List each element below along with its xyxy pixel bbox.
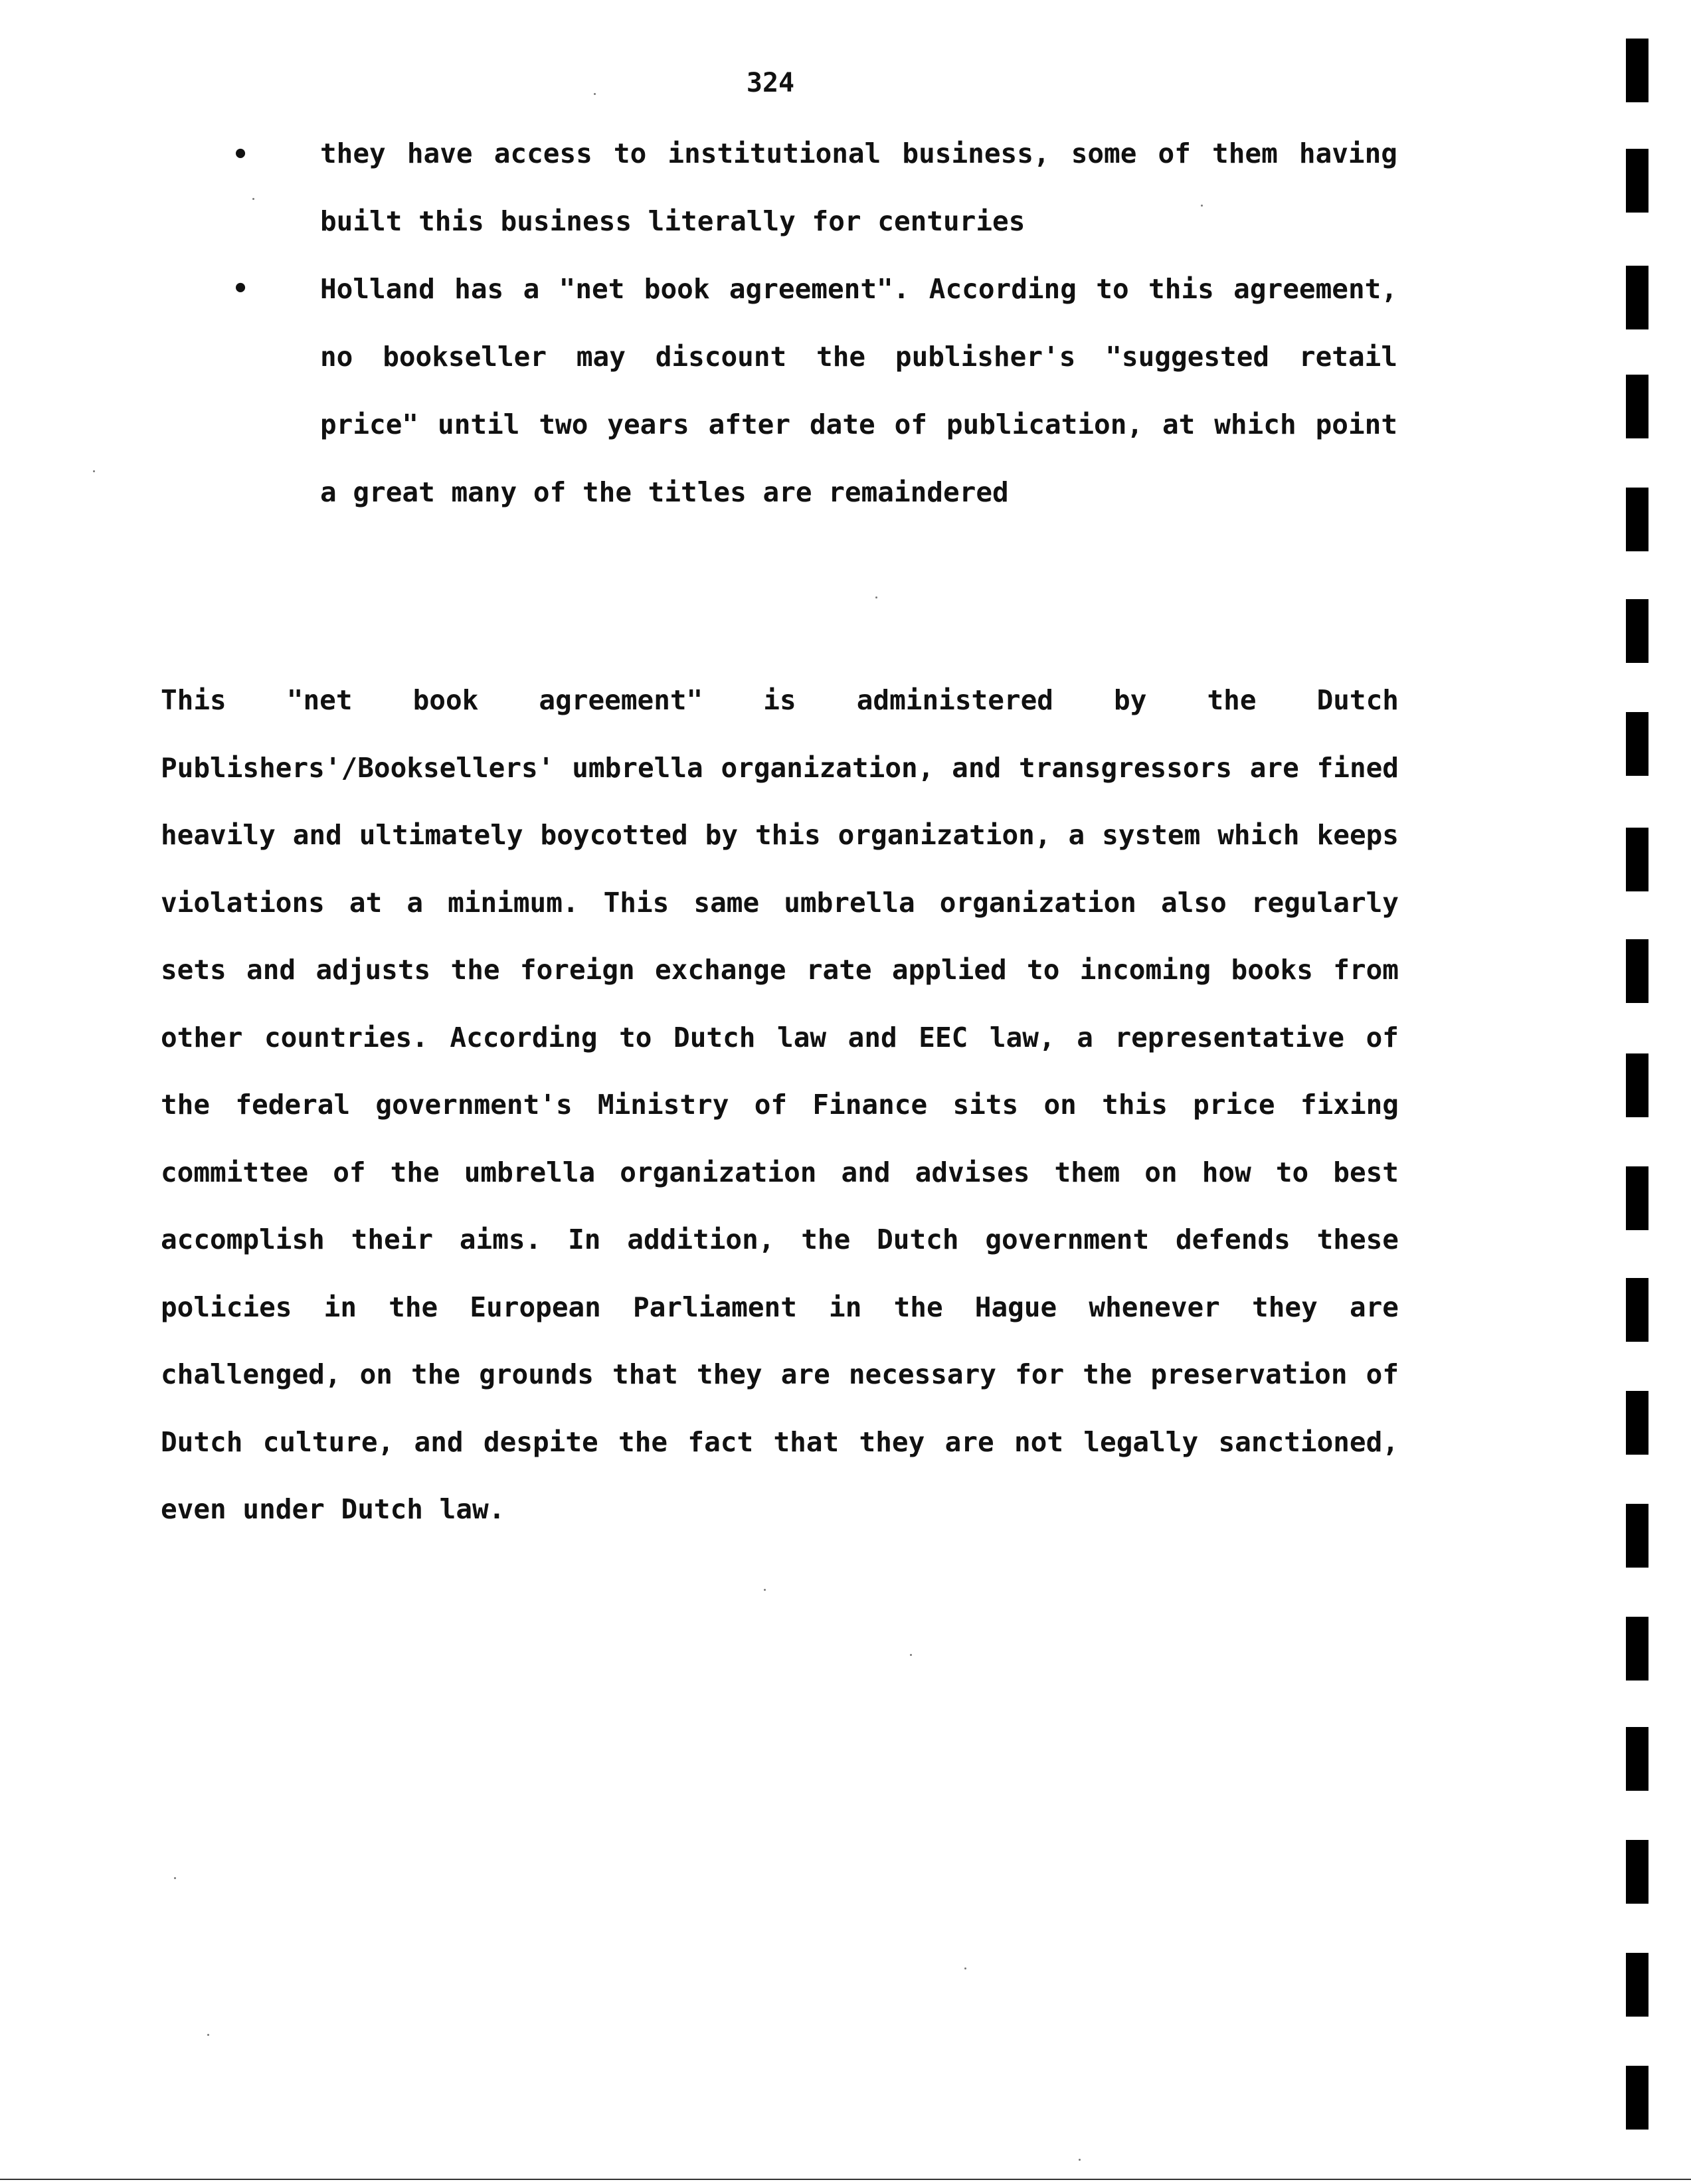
binding-mark [1626,1727,1648,1791]
binding-mark [1626,1617,1648,1681]
binding-mark [1626,1053,1648,1117]
bullet-marker: • [232,274,249,304]
bullet-item-net-book-agreement: Holland has a "net book agreement". According to this agreement, no bookseller may discount the publisher's "suggested retail price" until two years after date of publication, at which point a great many of the titles are remaindered [320,273,1397,508]
binding-mark [1626,1391,1648,1455]
binding-mark [1626,1840,1648,1904]
binding-mark [1626,375,1648,438]
scan-speck [1201,205,1203,207]
scan-speck [252,198,254,200]
scan-speck [594,93,596,95]
body-paragraph: This "net book agreement" is administered by the Dutch Publishers'/Booksellers' umbrella organization, and transgressors are fined heavily and ultimately boycotted by this organization, a system which keeps violations at a minimum. This same umbrella organization also regularly sets and adjusts the foreign exchange rate applied to incoming books from other countries. According to Dutch law and EEC law, a representative of the federal government's Ministry of Finance sits on this price fixing committee of the umbrella organization and advises them on how to best accomplish their aims. In addition, the Dutch government defends these policies in the European Parliament in the Hague whenever they are challenged, on the grounds that they are necessary for the preservation of Dutch culture, and despite the fact that they are not legally sanctioned, even under Dutch law. [161,684,1399,1525]
scan-speck [174,1877,176,1879]
binding-mark [1626,1504,1648,1568]
binding-mark [1626,2066,1648,2130]
scan-speck [207,2034,209,2036]
binding-mark [1626,1953,1648,2017]
binding-mark [1626,712,1648,776]
bullet-marker: • [232,139,249,170]
binding-mark [1626,828,1648,891]
binding-mark [1626,599,1648,663]
binding-mark [1626,488,1648,551]
scan-bottom-edge [0,2179,1691,2180]
scan-speck [1079,2159,1081,2161]
binding-mark [1626,266,1648,329]
binding-mark [1626,39,1648,102]
binding-mark [1626,1166,1648,1230]
binding-mark [1626,1278,1648,1342]
bullet-item-institutional: they have access to institutional business, some of them having built this business literally for centuries [320,137,1397,237]
scan-speck [93,470,95,472]
scan-speck [875,596,877,598]
scan-speck [764,1589,766,1591]
scan-speck [964,1967,966,1969]
binding-mark [1626,939,1648,1003]
scan-speck [910,1654,912,1656]
binding-mark [1626,149,1648,213]
page-number: 324 [746,68,795,98]
